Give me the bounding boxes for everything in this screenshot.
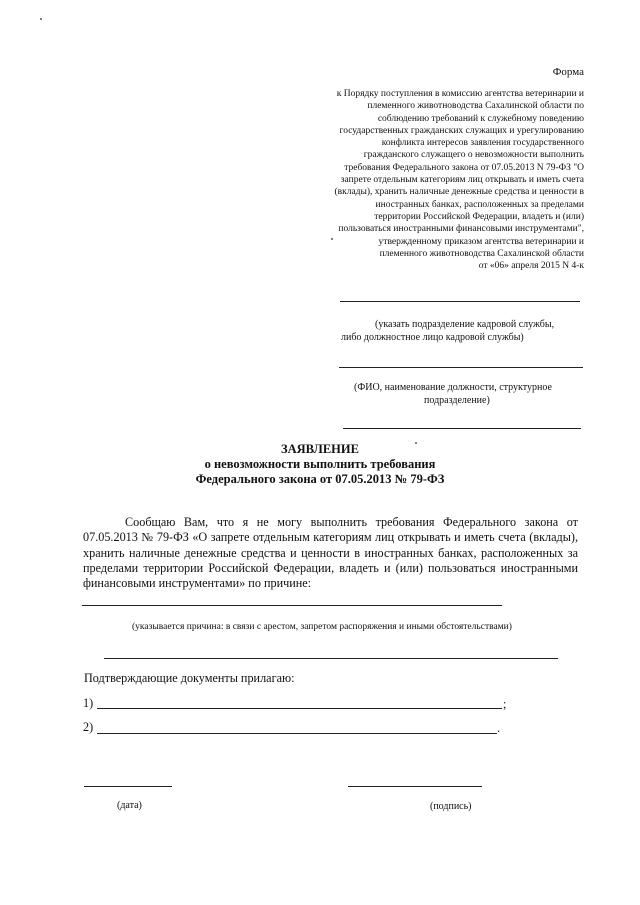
document-subtitle-1: о невозможности выполнить требования xyxy=(204,457,436,471)
order-reference-line: территории Российской Федерации, владеть и (или) xyxy=(374,211,584,222)
attachments-heading: Подтверждающие документы прилагаю: xyxy=(84,671,295,685)
order-reference-line: к Порядку поступления в комиссию агентства ветеринарии и xyxy=(336,89,584,99)
order-reference-line: запрете отдельным категориям лиц открывать и иметь счета xyxy=(340,175,584,186)
order-reference-line: от «06» апреля 2015 N 4-к xyxy=(478,261,584,272)
order-reference-line: соблюдению требований к служебному поведению xyxy=(377,113,584,124)
sender-caption-2: подразделение) xyxy=(424,395,490,406)
order-reference-line: утвержденному приказом агентства ветеринарии и xyxy=(378,236,584,247)
sender-line-2 xyxy=(343,428,581,429)
order-reference-line: гражданского служащего о невозможности выполнить xyxy=(363,150,584,161)
recipient-caption-2: либо должностное лицо кадровой службы) xyxy=(341,332,524,343)
order-reference-line: пользоваться иностранными финансовыми инструментами", xyxy=(338,224,584,235)
reason-caption: (указывается причина: в связи с арестом, запретом распоряжения и иными обстоятельствами) xyxy=(132,622,512,632)
reason-line-1[interactable] xyxy=(82,605,502,606)
form-label: Форма xyxy=(552,66,584,78)
reason-line-2[interactable] xyxy=(104,658,558,659)
order-reference-block xyxy=(288,88,584,272)
attachment-2-line[interactable] xyxy=(97,733,497,734)
attachment-1-end: ; xyxy=(503,697,507,711)
signature-line[interactable] xyxy=(348,786,482,787)
attachment-2-end: . xyxy=(497,721,501,735)
statement-body: Сообщаю Вам, что я не могу выполнить требования Федерального закона от 07.05.2013 № 79-ФЗ «О запрете отдельным категориям лиц открывать и иметь счета (вклады), хранить наличные денежные средства и ценности в иностранных банках, расположенных за пределами территории Российской Федерации, владеть и (или) пользоваться иностранными финансовыми инструментами» по причине: xyxy=(83,515,578,591)
scan-speck xyxy=(40,18,42,20)
document-subtitle-2: Федерального закона от 07.05.2013 № 79-ФЗ xyxy=(195,472,445,486)
order-reference-line: требования Федерального закона от 07.05.2013 N 79-ФЗ "О xyxy=(344,162,584,173)
sender-line xyxy=(339,367,583,368)
attachment-1-line[interactable] xyxy=(97,708,502,709)
attachment-1-number: 1) xyxy=(83,696,94,710)
order-reference-line: племенного животноводства Сахалинской области по xyxy=(367,101,584,112)
recipient-line xyxy=(340,301,580,302)
order-reference-line: иностранных банках, расположенных за пределами xyxy=(375,199,584,210)
date-caption: (дата) xyxy=(117,800,142,811)
recipient-caption-1: (указать подразделение кадровой службы, xyxy=(375,319,555,330)
sender-caption-1: (ФИО, наименование должности, структурное xyxy=(354,382,552,393)
signature-caption: (подпись) xyxy=(430,801,472,812)
order-reference-line: племенного животноводства Сахалинской области xyxy=(379,248,584,259)
order-reference-line: (вклады), хранить наличные денежные средства и ценности в xyxy=(334,187,584,198)
date-line[interactable] xyxy=(84,786,172,787)
order-reference-line: государственных гражданских служащих и урегулированию xyxy=(339,125,584,136)
order-reference-line: конфликта интересов заявления государственного xyxy=(381,138,584,149)
attachment-2-number: 2) xyxy=(83,720,94,734)
document-title: ЗАЯВЛЕНИЕ xyxy=(281,442,359,456)
